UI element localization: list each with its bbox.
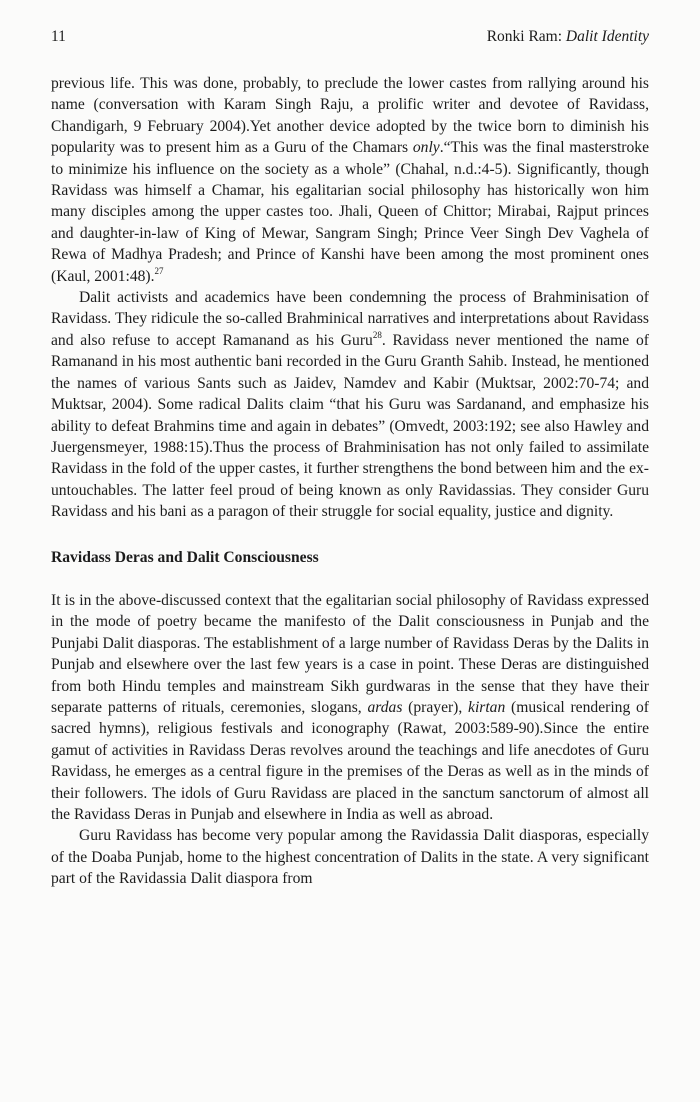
document-page xyxy=(51,0,649,1102)
page-number: 11 xyxy=(51,28,66,45)
footnote-ref[interactable]: 27 xyxy=(154,265,164,276)
paragraph xyxy=(51,825,649,889)
text-run: Dalit activists and academics have been condemning the process of Brahminisation of Ravidass. They ridicule the so-called Brahminical narratives and interpretations about Ravidass and also refuse to accept Ramanand as his Guru xyxy=(51,289,649,349)
text-run: .“This was the final masterstroke to minimize his influence on the society as a whole” (Chahal, n.d.:4-5). Significantly, though Ravidass was himself a Chamar, his egalitarian social philosophy has historically won him many disciples among the upper castes too. Jhali, Queen of Chittor; Mirabai, Rajput princes and daughter-in-law of King of Mewar, Sangram Singh; Prince Veer Singh Dev Vaghela of Rewa of Madhya Pradesh; and Prince of Kanshi have been among the most prominent ones (Kaul, 2001:48). xyxy=(51,139,649,285)
text-run: (prayer), xyxy=(402,698,469,716)
text-run: . Ravidass never mentioned the name of Ramanand in his most authentic bani recorded in the Guru Granth Sahib. Instead, he mentioned the names of various Sants such as Jaidev, Namdev and Kabir (Muktsar, 2002:70-74; and Muktsar, 2004). Some radical Dalits claim “that his Guru was Sardanand, and emphasize his ability to defeat Brahmins time and again in debates” (Omvedt, 2003:192; see also Hawley and Juergensmeyer, 1988:15).Thus the process of Brahminisation has not only failed to assimilate Ravidass in the fold of the upper castes, it further strengthens the bond between him and the ex-untouchables. The latter feel proud of being known as only Ravidassias. They consider Guru Ravidass and his bani as a paragon of their struggle for social equality, justice and dignity. xyxy=(51,331,649,521)
emphasis: only xyxy=(412,139,440,157)
paragraph xyxy=(51,287,649,522)
running-title: Dalit Identity xyxy=(565,28,649,45)
text-run: It is in the above-discussed context that the egalitarian social philosophy of Ravidass expressed in the mode of poetry became the manifesto of the Dalit consciousness in Punjab and the Punjabi Dalit diasporas. The establishment of a large number of Ravidass Deras by the Dalits in Punjab and elsewhere over the last few years is a case in point. These Deras are distinguished from both Hindu temples and mainstream Sikh gurdwaras in the sense that they have their separate patterns of rituals, ceremonies, slogans, xyxy=(51,591,649,716)
section-heading: Ravidass Deras and Dalit Consciousness xyxy=(51,548,319,566)
running-head xyxy=(487,28,649,46)
text-run: (musical rendering of sacred hymns), religious festivals and iconography (Rawat, 2003:589-90).Since the entire gamut of activities in Ravidass Deras revolves around the teachings and life anecdotes of Guru Ravidass, he emerges as a central figure in the premises of the Deras as well as in the minds of their followers. The idols of Guru Ravidass are placed in the sanctum sanctorum of almost all the Ravidass Deras in Punjab and elsewhere in India as well as abroad. xyxy=(51,698,649,823)
running-author: Ronki Ram: xyxy=(486,28,566,45)
emphasis: ardas xyxy=(367,698,403,716)
text-run: Guru Ravidass has become very popular among the Ravidassia Dalit diasporas, especially of the Doaba Punjab, home to the highest concentration of Dalits in the state. A very significant part of the Ravidassia Dalit diaspora from xyxy=(51,827,649,888)
footnote-ref[interactable]: 28 xyxy=(372,329,382,340)
paragraph xyxy=(51,73,649,287)
paragraph xyxy=(51,590,649,825)
text-run: previous life. This was done, probably, to preclude the lower castes from rallying around his name (conversation with Karam Singh Raju, a prolific writer and devotee of Ravidass, Chandigarh, 9 February 2004).Yet another device adopted by the twice born to diminish his popularity was to present him as a Guru of the Chamars xyxy=(51,75,649,157)
emphasis: kirtan xyxy=(468,698,506,716)
page-header xyxy=(51,28,649,50)
body-text xyxy=(51,73,649,890)
